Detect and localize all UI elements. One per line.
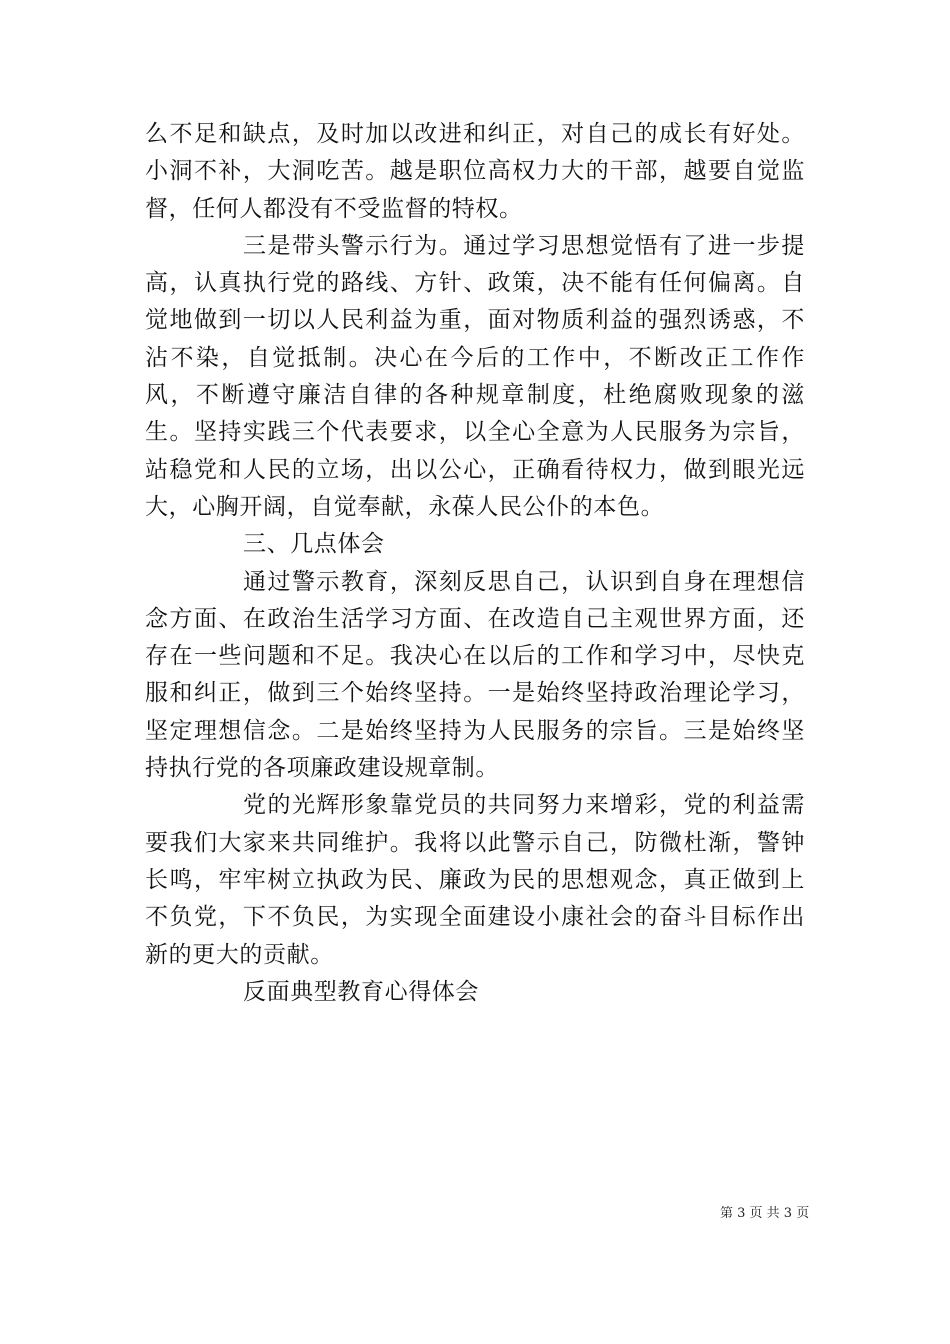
paragraph-conclusion: 党的光辉形象靠党员的共同努力来增彩，党的利益需要我们大家来共同维护。我将以此警示自己，防微杜渐，警钟长鸣，牢牢树立执政为民、廉政为民的思想观念，真正做到上不负党，下不负民，为实现全面建设小康社会的奋斗目标作出新的更大的贡献。 bbox=[145, 792, 805, 968]
paragraph-reflection: 通过警示教育，深刻反思自己，认识到自身在理想信念方面、在政治生活学习方面、在改造自己主观世界方面，还存在一些问题和不足。我决心在以后的工作和学习中，尽快克服和纠正，做到三个始终坚持。一是始终坚持政治理论学习，坚定理想信念。二是始终坚持为人民服务的宗旨。三是始终坚持执行党的各项廉政建设规章制。 bbox=[145, 568, 805, 782]
document-body bbox=[145, 116, 805, 1011]
closing-title: 反面典型教育心得体会 bbox=[243, 978, 479, 1005]
section-heading: 三、几点体会 bbox=[243, 531, 385, 558]
page-number-footer: 第 3 页 共 3 页 bbox=[720, 1206, 810, 1221]
paragraph-continuation: 么不足和缺点，及时加以改进和纠正，对自己的成长有好处。小洞不补，大洞吃苦。越是职位高权力大的干部，越要自觉监督，任何人都没有不受监督的特权。 bbox=[145, 121, 805, 222]
paragraph-third-point: 三是带头警示行为。通过学习思想觉悟有了进一步提高，认真执行党的路线、方针、政策，决不能有任何偏离。自觉地做到一切以人民利益为重，面对物质利益的强烈诱惑，不沾不染，自觉抵制。决心在今后的工作中，不断改正工作作风，不断遵守廉洁自律的各种规章制度，杜绝腐败现象的滋生。坚持实践三个代表要求，以全心全意为人民服务为宗旨，站稳党和人民的立场，出以公心，正确看待权力，做到眼光远大，心胸开阔，自觉奉献，永葆人民公仆的本色。 bbox=[145, 232, 805, 520]
